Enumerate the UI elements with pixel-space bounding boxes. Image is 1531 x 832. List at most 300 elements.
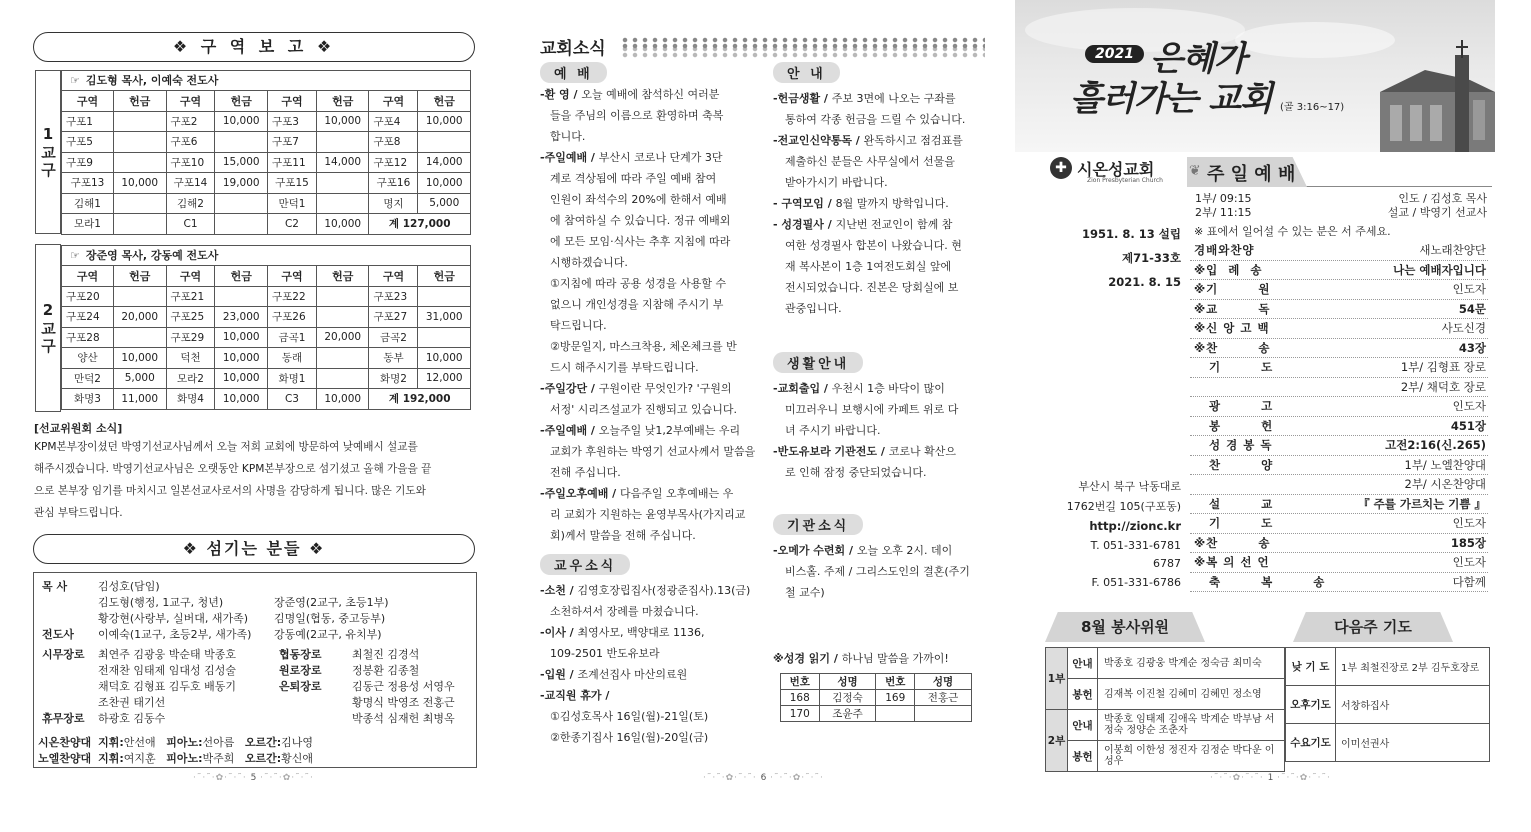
- retired-elder-label: 은퇴장로: [279, 680, 322, 693]
- order-name: 설 교: [1194, 496, 1274, 511]
- table-row: [62, 132, 471, 153]
- news-line: [540, 483, 775, 504]
- volunteer-table: [1045, 647, 1285, 772]
- news-text: 미끄러우니 보행시에 카페트 위로 다: [785, 403, 959, 416]
- news-text: 관중입니다.: [785, 302, 842, 315]
- sky-banner: [1015, 0, 1495, 152]
- news-line: [773, 151, 988, 172]
- worship-order-row: [1190, 397, 1488, 417]
- table-row: [62, 286, 471, 307]
- order-name: 봉 헌: [1194, 418, 1274, 433]
- news-line: [773, 130, 988, 151]
- table-cell: [114, 286, 167, 307]
- table-row: [781, 706, 972, 722]
- news-text: 오늘주일 낮1,2부예배는 우리: [598, 424, 741, 437]
- news-text: 오늘 오후 2시. 데이: [856, 544, 953, 557]
- news-line: [540, 105, 775, 126]
- table-cell: [215, 286, 268, 307]
- news-text: 재 복사본이 1층 1여전도회실 앞에: [785, 260, 952, 273]
- table-cell: 10,000: [316, 214, 369, 235]
- mission-line: 으로 본부장 임기를 마치시고 일본선교사로서의 사명을 감당하게 됩니다. 많은 기도와: [34, 485, 426, 497]
- table-cell: 구포9: [62, 152, 114, 173]
- order-value: 사도신경: [1441, 321, 1486, 335]
- order-value: 새노래찬양단: [1419, 243, 1486, 257]
- table-cell: [114, 132, 167, 153]
- news-line: [540, 399, 775, 420]
- table-cell: 168: [781, 690, 820, 706]
- order-name: ※복 의 선 언: [1194, 555, 1270, 569]
- table-cell: [114, 152, 167, 173]
- order-value: 1부/ 노엘찬양대: [1404, 457, 1486, 472]
- table-cell: 김정숙: [819, 690, 876, 706]
- news-line: [540, 210, 775, 231]
- table-cell: 구포10: [166, 152, 215, 173]
- table-cell: 구포16: [369, 173, 418, 194]
- table-row: [62, 389, 471, 410]
- bible-reading-title: ※성경 읽기 / 하나님 말씀을 가까이!: [773, 652, 949, 665]
- total-cell: 계 127,000: [369, 214, 471, 235]
- worship-title-banner: [1187, 157, 1492, 187]
- leader-1: 인도 / 김성호 목사: [1398, 192, 1487, 205]
- choir-noel: 노엘찬양대 지휘:여지훈 피아노:박주희 오르간:황신애: [38, 752, 314, 765]
- news-item-heading: - 구역모임 /: [773, 197, 836, 210]
- table-cell: 구포24: [62, 307, 114, 328]
- names-cell: 이봉희 이한성 정진자 김정순 박다운 이성우: [1098, 741, 1285, 772]
- table-row: [62, 348, 471, 369]
- order-value: 인도자: [1452, 282, 1486, 296]
- table-cell: [316, 368, 369, 389]
- worship-order-row: [1190, 358, 1488, 378]
- order-value: 1부/ 김형표 장로: [1400, 360, 1486, 374]
- table-cell: [114, 327, 167, 348]
- worship-order-row: [1190, 495, 1488, 515]
- order-value: 고전2:16(신.265): [1385, 438, 1486, 452]
- table-cell: 구포11: [268, 152, 317, 173]
- evangelist-label: 전도사: [42, 628, 74, 641]
- worship-order-row: [1190, 534, 1488, 554]
- table-cell: 10,000: [418, 111, 471, 132]
- church-english-name: Zion Presbyterian Church: [1087, 177, 1163, 184]
- order-value: 54문: [1458, 301, 1486, 316]
- table-header-cell: 헌금: [114, 266, 167, 287]
- retired-elders-3: 박종석 심재헌 최병옥: [352, 712, 455, 725]
- news-item-heading: -환 영 /: [540, 88, 582, 101]
- news-line: [773, 277, 988, 298]
- news-line: [540, 147, 775, 168]
- table-row: [1286, 648, 1490, 686]
- news-item-heading: -헌금생활 /: [773, 92, 832, 105]
- church-name: 시온성교회: [1077, 160, 1155, 179]
- news-text: 인원이 좌석수의 20%에 한해서 예배: [550, 193, 727, 206]
- elder-line-3: 채덕호 김형표 김두호 배동기: [98, 680, 237, 693]
- news-text: 탁드립니다.: [550, 319, 607, 332]
- news-text: ①김성호목사 16일(월)-21일(토): [550, 710, 709, 723]
- news-line: [773, 399, 988, 420]
- table-cell: C1: [166, 214, 215, 235]
- news-line: [540, 601, 775, 622]
- news-line: [540, 420, 775, 441]
- order-value: 43장: [1458, 340, 1486, 355]
- news-line: [773, 88, 988, 109]
- worship-news: [540, 84, 775, 546]
- table-row: [62, 173, 471, 194]
- table-cell: 5,000: [418, 193, 471, 214]
- table-row: [62, 193, 471, 214]
- table-cell: 구포8: [369, 132, 418, 153]
- table-cell: [418, 132, 471, 153]
- news-item-heading: - 성경필사 /: [773, 218, 836, 231]
- table-header-cell: 구역: [166, 91, 215, 112]
- news-line: [540, 441, 775, 462]
- order-value: 185장: [1450, 535, 1486, 550]
- retired-elders-1: 김동근 정용성 서영우: [352, 680, 455, 693]
- order-value: 인도자: [1452, 555, 1486, 569]
- order-name: ※신 앙 고 백: [1194, 321, 1270, 335]
- order-name: 경배와찬양: [1194, 243, 1255, 257]
- order-value: 2부/ 시온찬양대: [1404, 477, 1486, 491]
- news-line: [540, 685, 775, 706]
- news-item-heading: -반도유보라 기관전도 /: [773, 445, 889, 458]
- badge-members: 교우소식: [540, 554, 630, 575]
- mission-title: [선교위원회 소식]: [34, 422, 123, 435]
- table-cell: [316, 173, 369, 194]
- church-logo: [1045, 155, 1180, 187]
- news-text: ①지침에 따라 공용 성경을 사용할 수: [550, 277, 727, 290]
- role-cell: 안내: [1068, 648, 1098, 679]
- table-cell: 10,000: [215, 368, 268, 389]
- news-line: [540, 189, 775, 210]
- table-cell: 금곡2: [369, 327, 418, 348]
- prayer-value-cell: 서창하집사: [1336, 686, 1490, 724]
- order-value: 다함께: [1452, 574, 1486, 589]
- badge-notice: 안 내: [773, 62, 840, 83]
- table-cell: 구포13: [62, 173, 114, 194]
- table-cell: 10,000: [215, 327, 268, 348]
- coop-elders: 최철진 김경석: [352, 648, 420, 661]
- table-cell: C2: [268, 214, 317, 235]
- news-text: 최영사모, 백양대로 1136,: [577, 626, 705, 639]
- news-line: [773, 172, 988, 193]
- news-line: [540, 357, 775, 378]
- worship-title: 주 일 예 배: [1207, 164, 1296, 185]
- news-text: 에 참여하실 수 있습니다. 정규 예배외: [550, 214, 731, 227]
- table-cell: 10,000: [215, 111, 268, 132]
- table-cell: 구포28: [62, 327, 114, 348]
- table-cell: 20,000: [316, 327, 369, 348]
- news-item-heading: -오메가 수련회 /: [773, 544, 857, 557]
- news-line: [773, 193, 988, 214]
- news-line: [540, 84, 775, 105]
- table-header-cell: 구역: [166, 266, 215, 287]
- phone: T. 051-331-6781: [1090, 539, 1181, 552]
- table-cell: 169: [876, 690, 915, 706]
- total-cell: 계 192,000: [369, 389, 471, 410]
- prayer-label-cell: 오후기도: [1286, 686, 1336, 724]
- table-cell: 화명2: [369, 368, 418, 389]
- table-cell: 구포25: [166, 307, 215, 328]
- table-cell: 14,000: [418, 152, 471, 173]
- table-header-cell: 헌금: [316, 91, 369, 112]
- district2-leaders-text: 장준영 목사, 강동예 전도사: [85, 249, 219, 262]
- table-cell: 10,000: [215, 348, 268, 369]
- news-line: [540, 231, 775, 252]
- news-line: [773, 420, 988, 441]
- table-cell: [316, 193, 369, 214]
- news-item-heading: -주일강단 /: [540, 382, 599, 395]
- rest-elder-label: 휴무장로: [42, 712, 85, 725]
- news-line: [540, 294, 775, 315]
- news-line: [773, 235, 988, 256]
- table-header-cell: 헌금: [418, 266, 471, 287]
- order-name: 기 도: [1194, 360, 1274, 374]
- table-cell: 구포7: [268, 132, 317, 153]
- table-cell: 10,000: [114, 348, 167, 369]
- order-name: ※찬 송: [1194, 535, 1271, 550]
- table-row: [1286, 686, 1490, 724]
- news-line: [540, 622, 775, 643]
- order-name: 성 경 봉 독: [1194, 438, 1273, 452]
- table-cell: 만덕2: [62, 368, 114, 389]
- news-text: 지난번 전교인이 함께 참: [835, 218, 953, 231]
- badge-life: 생활안내: [773, 352, 863, 373]
- order-value: 2부/ 채덕호 장로: [1400, 379, 1486, 394]
- news-line: [540, 580, 775, 601]
- table-cell: [114, 111, 167, 132]
- table-header-cell: 구역: [268, 91, 317, 112]
- news-text: 조계선집사 마산의료원: [577, 668, 688, 681]
- senior-elder-label: 원로장로: [279, 664, 322, 677]
- names-cell: 김재복 이진철 김혜미 김혜민 정소영: [1098, 679, 1285, 710]
- news-line: [773, 462, 988, 483]
- news-line: [540, 252, 775, 273]
- stand-note: ※ 표에서 일어설 수 있는 분은 서 주세요.: [1194, 225, 1391, 238]
- elder-line-4: 조찬권 태기선: [98, 696, 166, 709]
- district1-leaders: [61, 70, 471, 90]
- main-title-2: 흘러가는 교회: [1070, 79, 1272, 119]
- news-text: ②한종기집사 16일(월)-20일(금): [550, 731, 709, 744]
- table-cell: 구포29: [166, 327, 215, 348]
- table-cell: 구포2: [166, 111, 215, 132]
- table-row: [62, 214, 471, 235]
- table-cell: 구포15: [268, 173, 317, 194]
- names-cell: 박종호 김광웅 박계순 정숙금 최미숙: [1098, 648, 1285, 679]
- district2-table: [61, 265, 471, 410]
- news-text: 주보 3면에 나오는 구좌를: [831, 92, 956, 105]
- news-text: 소천하셔서 장례를 마쳤습니다.: [550, 605, 699, 618]
- table-cell: 10,000: [316, 111, 369, 132]
- news-text: 여한 성경필사 합본이 나왔습니다. 현: [785, 239, 962, 252]
- news-text: 우천시 1층 바닥이 많이: [831, 382, 945, 395]
- news-text: 리 교회가 지원하는 윤영부목사(가지리교: [550, 508, 746, 521]
- district1-label-text: 1교구: [39, 125, 57, 179]
- service-cell: 1부: [1046, 648, 1068, 710]
- order-value: 『 주를 가르치는 기쁨 』: [1358, 496, 1486, 511]
- district1-label: [35, 70, 61, 234]
- table-cell: 동부: [369, 348, 418, 369]
- table-header-cell: 구역: [62, 91, 114, 112]
- table-cell: [316, 286, 369, 307]
- table-cell: 만덕1: [268, 193, 317, 214]
- bible-reading-table: [780, 673, 972, 722]
- news-text: 완독하시고 점검표를: [863, 134, 963, 147]
- table-cell: 구포27: [369, 307, 418, 328]
- prayer-value-cell: 1부 최철진장로 2부 김두호장로: [1336, 648, 1490, 686]
- news-line: [773, 214, 988, 235]
- table-header-row: [62, 91, 471, 112]
- page-number: ·˜·˜·✿·˜·˜· 6 ·˜·˜·✿·˜·˜·: [703, 773, 824, 783]
- news-line: [540, 706, 775, 727]
- table-cell: 10,000: [114, 173, 167, 194]
- table-row: [781, 690, 972, 706]
- life-news: [773, 378, 988, 483]
- table-cell: 구포20: [62, 286, 114, 307]
- table-cell: 양산: [62, 348, 114, 369]
- table-cell: 170: [781, 706, 820, 722]
- table-header-cell: 구역: [268, 266, 317, 287]
- table-header-cell: 성명: [819, 674, 876, 690]
- table-cell: 구포22: [268, 286, 317, 307]
- table-cell: [215, 132, 268, 153]
- leader-2: 설교 / 박영기 선교사: [1387, 206, 1487, 219]
- table-cell: [915, 706, 972, 722]
- worship-order-row: [1190, 514, 1488, 534]
- page-1: [1015, 0, 1531, 832]
- evangelist-2: 강동예(2교구, 유치부): [274, 628, 382, 641]
- prayer-label-cell: 수요기도: [1286, 724, 1336, 762]
- address-1: 부산시 북구 낙동대로: [1078, 480, 1181, 493]
- order-value: 451장: [1450, 418, 1486, 433]
- news-text: 에 모든 모임·식사는 추후 지침에 따라: [550, 235, 731, 248]
- table-row: [62, 307, 471, 328]
- news-item-heading: -교직원 휴가 /: [540, 689, 610, 702]
- table-cell: 구포26: [268, 307, 317, 328]
- news-line: [773, 561, 988, 582]
- news-line: [773, 540, 988, 561]
- worship-order-row: [1190, 319, 1488, 339]
- table-cell: 금곡1: [268, 327, 317, 348]
- table-cell: [418, 327, 471, 348]
- table-cell: 전홍근: [915, 690, 972, 706]
- table-row: [1046, 741, 1285, 772]
- news-text: 철 교수): [785, 586, 825, 599]
- table-cell: 구포4: [369, 111, 418, 132]
- choir-zion: 시온찬양대 지휘:안선애 피아노:선아름 오르간:김나영: [38, 736, 314, 749]
- time-2: 2부/ 11:15: [1195, 206, 1252, 219]
- news-text: 없으니 개인성경을 지참해 주시기 부: [550, 298, 724, 311]
- senior-elders: 정봉환 김종철: [352, 664, 420, 677]
- news-item-heading: -주일오후예배 /: [540, 487, 620, 500]
- role-cell: 안내: [1068, 710, 1098, 741]
- news-item-heading: -소천 /: [540, 584, 578, 597]
- table-header-row: [781, 674, 972, 690]
- district2-label-text: 2교구: [39, 301, 57, 355]
- table-cell: 19,000: [215, 173, 268, 194]
- page-number: ·˜·˜·✿·˜·˜· 1 ·˜·˜·✿·˜·˜·: [1210, 773, 1331, 783]
- news-text: 김영호장립집사(정광준집사).13(금): [577, 584, 751, 597]
- news-text: 서정' 시리즈설교가 진행되고 있습니다.: [550, 403, 738, 416]
- prayer-title: [1293, 612, 1453, 642]
- worship-order-row: [1190, 280, 1488, 300]
- staff-box: [33, 572, 477, 768]
- worship-order-row: [1190, 475, 1488, 495]
- evangelist-1: 이예숙(1교구, 초등2부, 새가족): [98, 628, 252, 641]
- table-cell: [876, 706, 915, 722]
- table-header-cell: 번호: [876, 674, 915, 690]
- district1-leaders-text: 김도형 목사, 이예숙 전도사: [85, 74, 219, 87]
- order-name: 축 복 송: [1194, 574, 1326, 589]
- pastor-1: 김성호(담임): [98, 580, 160, 593]
- table-cell: 구포1: [62, 111, 114, 132]
- news-text: 로 인해 잠정 중단되었습니다.: [785, 466, 927, 479]
- order-name: 찬 양: [1194, 457, 1274, 472]
- mission-line: 관심 부탁드립니다.: [34, 507, 123, 519]
- phone-2: 6787: [1153, 557, 1181, 570]
- news-text: 구원이란 무엇인가? '구원의: [598, 382, 732, 395]
- table-cell: 김해2: [166, 193, 215, 214]
- table-row: [62, 368, 471, 389]
- table-cell: 10,000: [215, 389, 268, 410]
- table-cell: 구포3: [268, 111, 317, 132]
- table-cell: 화명4: [166, 389, 215, 410]
- news-line: [540, 126, 775, 147]
- page-number: ·˜·˜·✿·˜·˜· 5 ·˜·˜·✿·˜·˜·: [193, 773, 314, 783]
- news-text: 제출하신 분들은 사무실에서 선물을: [785, 155, 955, 168]
- news-item-heading: -전교인신약통독 /: [773, 134, 864, 147]
- role-cell: 봉헌: [1068, 679, 1098, 710]
- news-text: 녀 주시기 바랍니다.: [785, 424, 881, 437]
- table-cell: 11,000: [114, 389, 167, 410]
- table-header-cell: 성명: [915, 674, 972, 690]
- table-cell: 31,000: [418, 307, 471, 328]
- order-name: ※찬 송: [1194, 340, 1271, 355]
- news-text: 회)께서 말씀을 전해 주십니다.: [550, 529, 696, 542]
- table-cell: [316, 307, 369, 328]
- time-1: 1부/ 09:15: [1195, 192, 1252, 205]
- news-text: 받아가시기 바랍니다.: [785, 176, 888, 189]
- pastor-3: 장준영(2교구, 초등1부): [274, 596, 389, 609]
- main-title-1: 은혜가: [1150, 39, 1246, 79]
- table-cell: 구포21: [166, 286, 215, 307]
- table-row: [62, 327, 471, 348]
- member-news: [540, 580, 775, 748]
- section-title-staff: ❖ 섬기는 분들 ❖: [33, 534, 475, 564]
- table-cell: 명지: [369, 193, 418, 214]
- fax: F. 051-331-6786: [1091, 576, 1181, 589]
- prayer-label-cell: 낮 기 도: [1286, 648, 1336, 686]
- table-header-cell: 헌금: [114, 91, 167, 112]
- news-text: 부산시 코로나 단계가 3단: [598, 151, 723, 164]
- table-cell: [316, 132, 369, 153]
- elder-label: 시무장로: [42, 648, 85, 661]
- table-cell: 화명3: [62, 389, 114, 410]
- wheat-icon: ❦: [1189, 163, 1201, 179]
- news-text: 오늘 예배에 참석하신 여러분: [581, 88, 720, 101]
- table-cell: 조윤주: [819, 706, 876, 722]
- church-url[interactable]: http://zionc.kr: [1089, 519, 1181, 533]
- verse-reference: (골 3:16~17): [1280, 102, 1345, 113]
- rest-elders: 하광호 김동수: [98, 712, 166, 725]
- news-text: 비스홀. 주제 / 그리스도인의 결혼(주기: [785, 565, 970, 578]
- prayer-title-text: 다음주 기도: [1334, 618, 1412, 636]
- news-line: [773, 582, 988, 603]
- news-text: 전시되었습니다. 진본은 당회실에 보: [785, 281, 959, 294]
- retired-elders-2: 황명식 박영조 전홍근: [352, 696, 455, 709]
- table-cell: 모라1: [62, 214, 114, 235]
- table-cell: 구포5: [62, 132, 114, 153]
- service-cell: 2부: [1046, 710, 1068, 772]
- table-cell: [418, 286, 471, 307]
- news-text: 시행하겠습니다.: [550, 256, 628, 269]
